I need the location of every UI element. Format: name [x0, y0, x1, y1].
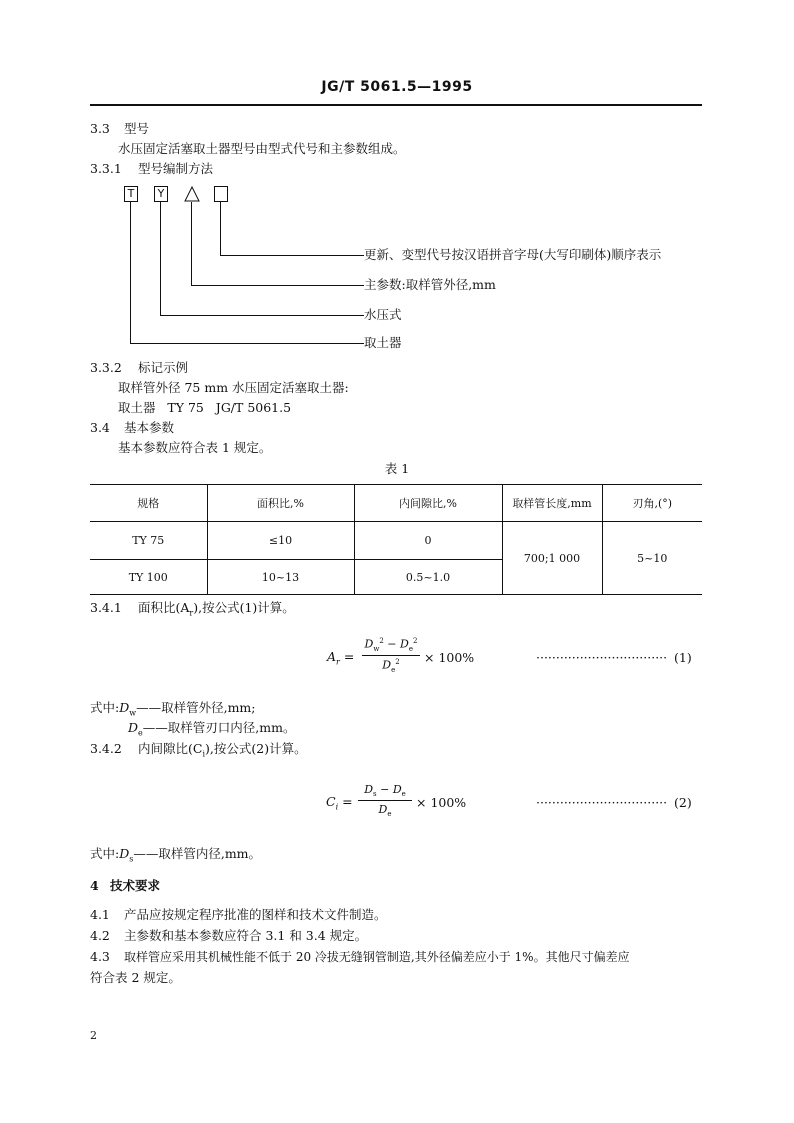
table-header-cell: 规格 [90, 485, 207, 522]
header-rule [90, 104, 702, 106]
square-placeholder-icon [214, 186, 228, 202]
formula-2-fraction [358, 783, 412, 818]
formula-1-lhs: $A_r$ = [327, 649, 355, 667]
marking-example-line2: 取土器 TY 75 JG/T 5061.5 [118, 400, 292, 415]
item-4-2-text: 主参数和基本参数应符合 3.1 和 3.4 规定。 [124, 928, 368, 943]
section-3-4-1-text: 面积比$(A_r)$,按公式(1)计算。 [138, 600, 295, 618]
table-cell-merged-angle: 5~10 [602, 522, 702, 595]
table-cell: 0 [354, 522, 502, 560]
formula-1-denominator: $D_e^2$ [382, 657, 400, 674]
table-header-cell: 刃角,(°) [602, 485, 702, 522]
section-3-3-number: 3.3 [90, 121, 110, 136]
model-code-box-y: Y [154, 186, 168, 202]
doc-code-header: JG/T 5061.5—1995 [321, 79, 473, 95]
connector-v-3 [191, 202, 192, 285]
connector-v-2 [160, 202, 161, 315]
connector-h-2 [160, 315, 364, 316]
section-3-4-text: 基本参数应符合表 1 规定。 [118, 440, 272, 455]
table-1-caption: 表 1 [384, 461, 410, 476]
marking-example-line1: 取样管外径 75 mm 水压固定活塞取土器: [118, 380, 349, 395]
where-1-line2: $D_e——$取样管刃口内径,mm。 [128, 720, 296, 738]
table-row [90, 522, 702, 560]
section-3-3-1-title: 型号编制方法 [138, 161, 214, 176]
formula-2-leader: ································· [536, 795, 668, 810]
model-label-water-pressure: 水压式 [364, 307, 402, 322]
item-4-3-text: 取样管应采用其机械性能不低于 20 冷拔无缝钢管制造,其外径偏差应小于 1%。其他尺寸偏差应 [124, 950, 630, 964]
table-cell: 0.5~1.0 [354, 560, 502, 595]
section-3-3-2-title: 标记示例 [138, 360, 189, 375]
model-code-box-t: T [124, 186, 138, 202]
formula-2-number: (2) [674, 795, 692, 810]
section-3-3-2-number: 3.3.2 [90, 360, 122, 375]
table-cell-merged-length: 700;1 000 [502, 522, 602, 595]
connector-v-4 [220, 202, 221, 255]
item-4-1-text: 产品应按规定程序批准的图样和技术文件制造。 [124, 907, 387, 922]
table-cell: 10~13 [207, 560, 354, 595]
table-cell: TY 75 [90, 522, 207, 560]
where-1-line1: 式中$:D_w——$取样管外径,mm; [90, 700, 256, 718]
connector-v-1 [130, 202, 131, 343]
table-header-row [90, 485, 702, 522]
formula-2-tail: × 100% [416, 795, 467, 810]
item-4-2-number: 4.2 [90, 928, 110, 943]
table-header-cell: 面积比,% [207, 485, 354, 522]
table-cell: ≤10 [207, 522, 354, 560]
formula-2-denominator: $D_e$ [378, 803, 392, 819]
formula-1-leader: ································· [536, 650, 668, 665]
table-header-cell: 取样管长度,mm [502, 485, 602, 522]
connector-h-4 [220, 255, 364, 256]
table-1 [90, 484, 702, 595]
section-3-4-2-number: 3.4.2 [90, 741, 122, 756]
section-3-3-text: 水压固定活塞取土器型号由型式代号和主参数组成。 [118, 141, 406, 156]
table-cell: TY 100 [90, 560, 207, 595]
section-3-4-title: 基本参数 [124, 420, 175, 435]
section-3-3-title: 型号 [124, 121, 150, 136]
formula-2-lhs: $C_i$ = [326, 794, 353, 812]
section-4-title: 技术要求 [110, 878, 161, 893]
formula-1-numerator: $D_w^2 - D_e^2$ [364, 637, 418, 653]
formula-2-numerator: $D_s - D_e$ [364, 783, 406, 799]
connector-h-3 [191, 285, 364, 286]
connector-h-1 [130, 343, 364, 344]
item-4-3-continuation: 符合表 2 规定。 [90, 970, 181, 985]
section-3-4-2-text: 内间隙比$(C_i)$,按公式(2)计算。 [138, 741, 307, 759]
where-2-line1: 式中$:D_s——$取样管内径,mm。 [90, 846, 262, 864]
page-number: 2 [90, 1029, 97, 1042]
section-3-4-1-number: 3.4.1 [90, 600, 122, 615]
formula-1-number: (1) [674, 650, 692, 665]
model-label-sampler: 取土器 [364, 335, 402, 350]
table-header-cell: 内间隙比,% [354, 485, 502, 522]
triangle-placeholder-icon [184, 186, 200, 202]
item-4-3-number: 4.3 [90, 949, 110, 964]
formula-1-fraction [362, 637, 420, 674]
section-4-number: 4 [90, 878, 99, 893]
formula-1-tail: × 100% [424, 650, 475, 665]
model-label-update: 更新、变型代号按汉语拼音字母(大写印刷体)顺序表示 [364, 247, 662, 262]
model-label-main-param: 主参数:取样管外径,mm [364, 277, 496, 292]
item-4-1-number: 4.1 [90, 907, 110, 922]
section-3-3-1-number: 3.3.1 [90, 161, 122, 176]
section-3-4-number: 3.4 [90, 420, 110, 435]
